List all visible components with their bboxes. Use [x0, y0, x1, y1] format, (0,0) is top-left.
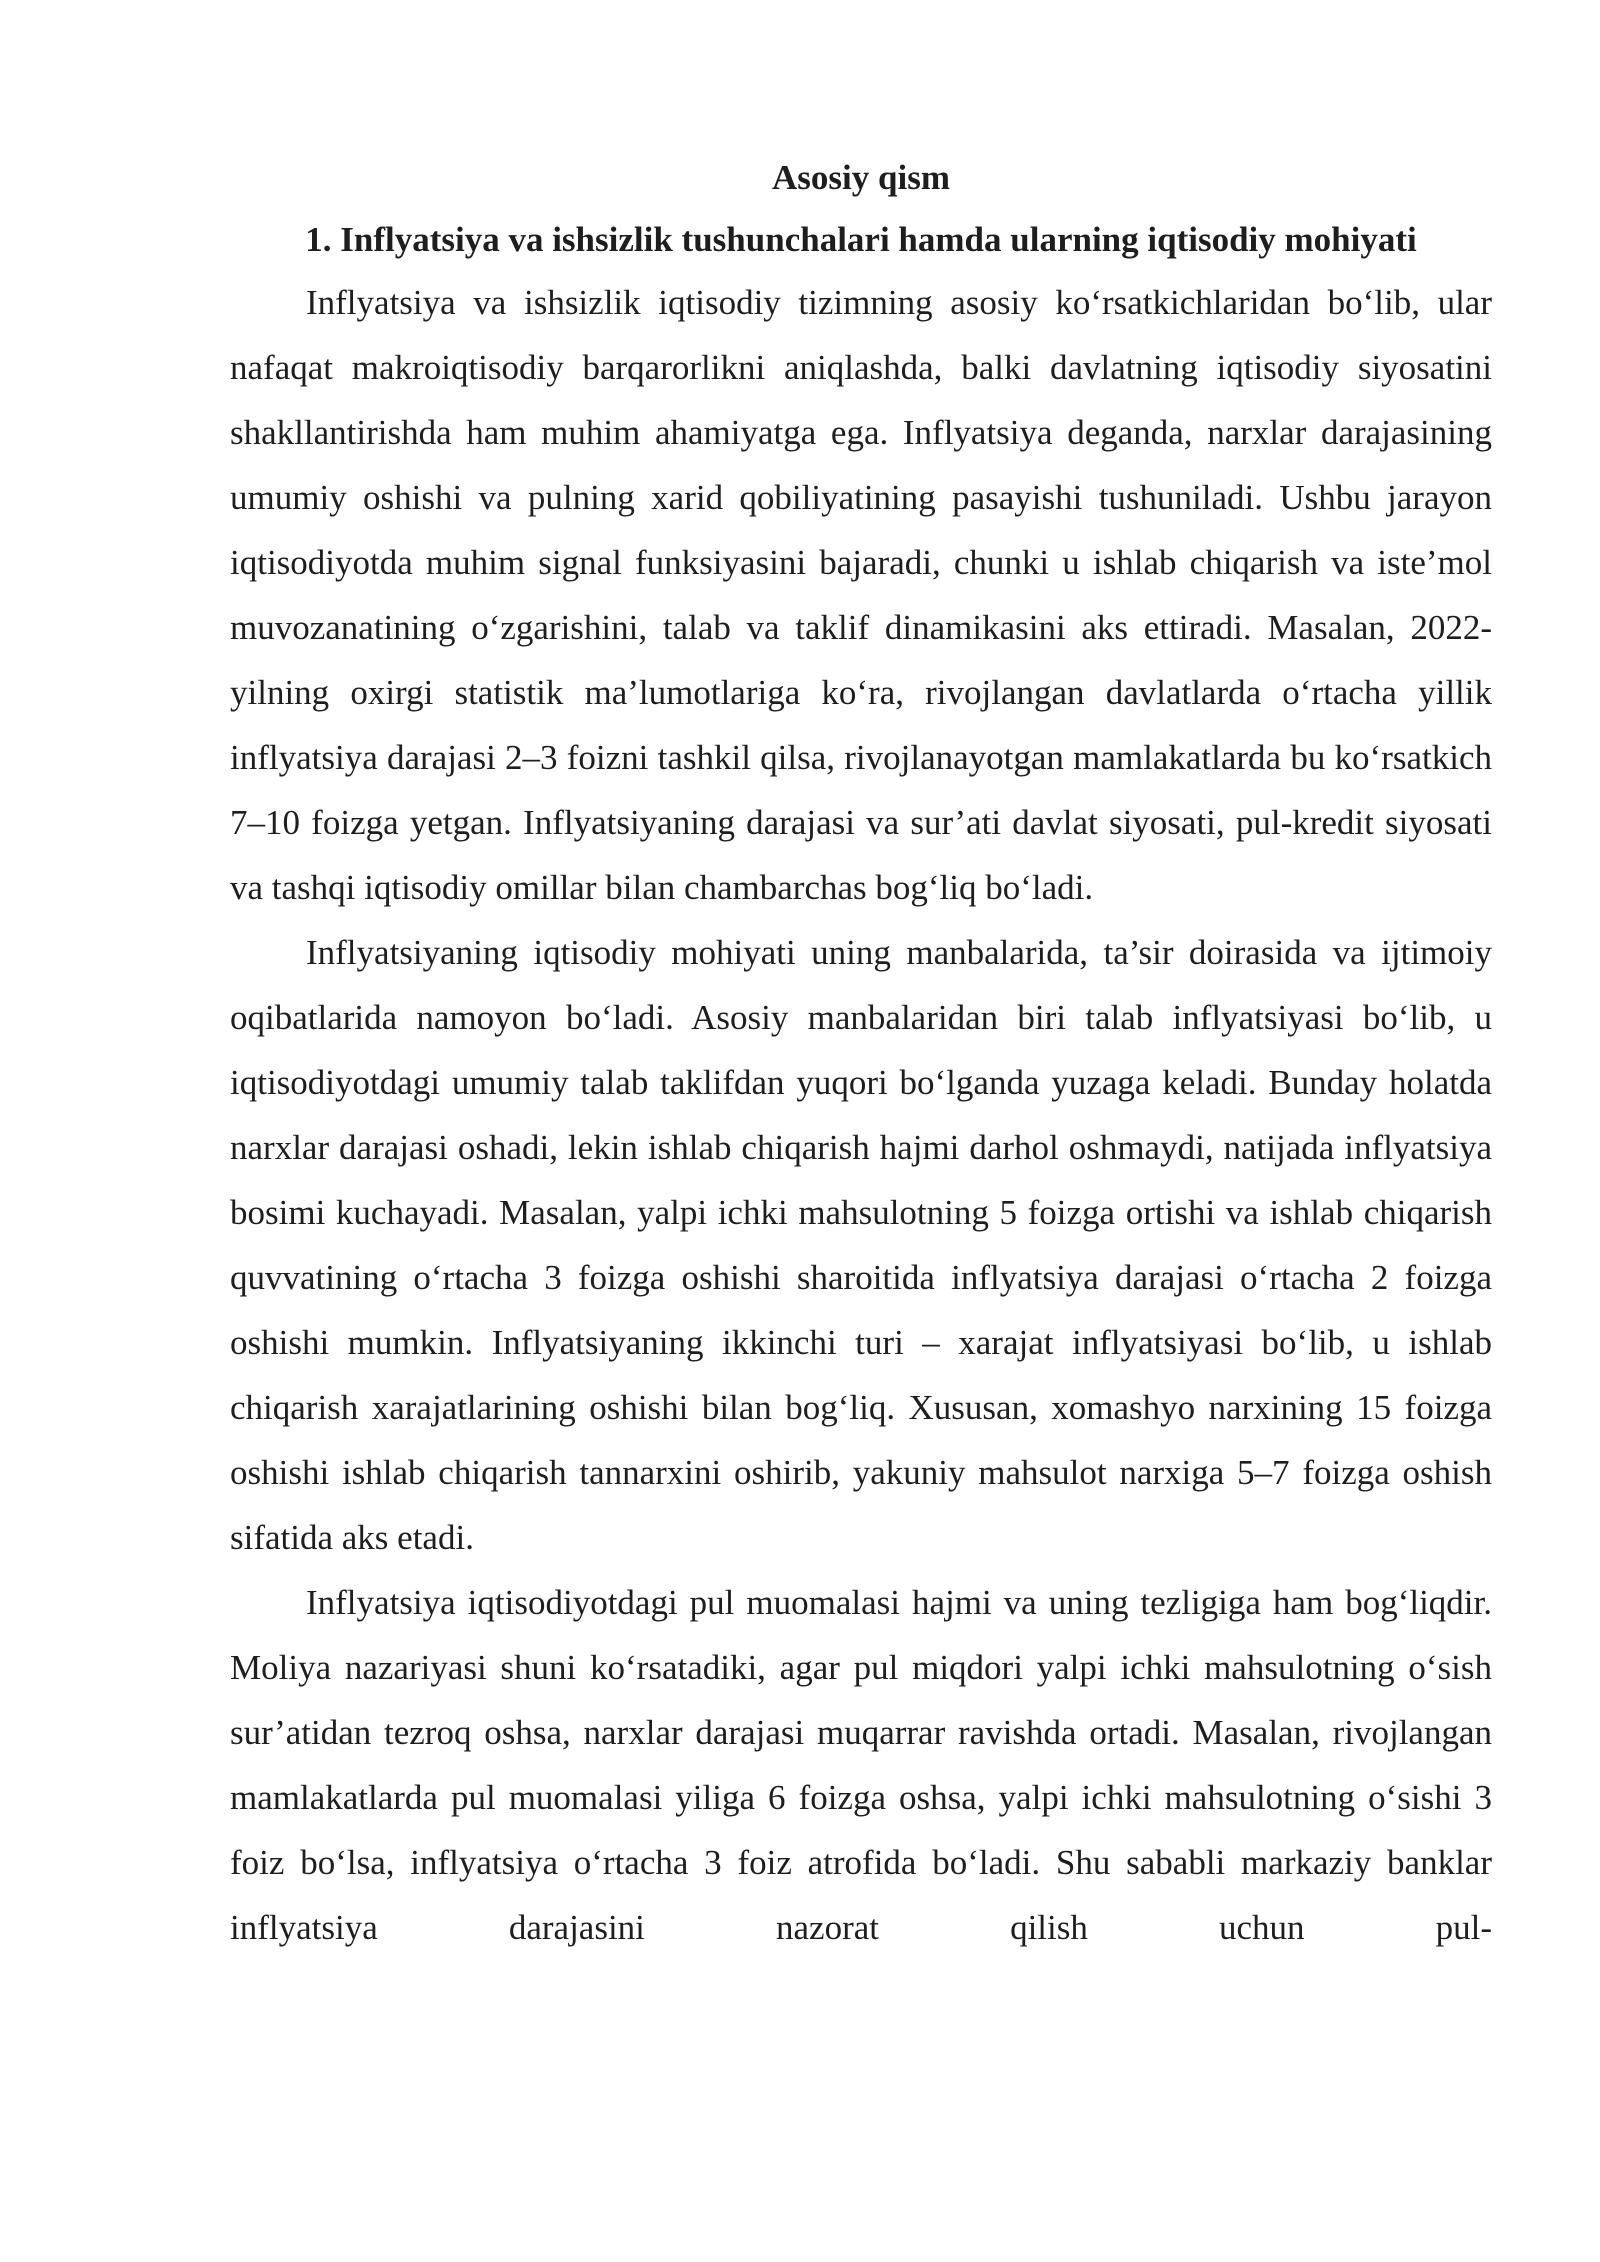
paragraph-1: Inflyatsiya va ishsizlik iqtisodiy tizimning asosiy ko‘rsatkichlaridan bo‘lib, ular nafaqat makroiqtisodiy barqarorlikni aniqlashda, balki davlatning iqtisodiy siyosatini shakllantirishda ham muhim ahamiyatga ega. Inflyatsiya deganda, narxlar darajasining umumiy oshishi va pulning xarid qobiliyatining pasayishi tushuniladi. Ushbu jarayon iqtisodiyotda muhim signal funksiyasini bajaradi, chunki u ishlab chiqarish va iste’mol muvozanatining o‘zgarishini, talab va taklif dinamikasini aks ettiradi. Masalan, 2022-yilning oxirgi statistik ma’lumotlariga ko‘ra, rivojlangan davlatlarda o‘rtacha yillik inflyatsiya darajasi 2–3 foizni tashkil qilsa, rivojlanayotgan mamlakatlarda bu ko‘rsatkich 7–10 foizga yetgan. Inflyatsiyaning darajasi va sur’ati davlat siyosati, pul-kredit siyosati va tashqi iqtisodiy omillar bilan chambarchas bog‘liq bo‘ladi.	[230, 283, 1492, 907]
subsection-title: 1. Inflyatsiya va ishsizlik tushunchalari hamda ularning iqtisodiy mohiyati	[305, 220, 1417, 259]
section-title: Asosiy qism	[772, 158, 950, 197]
document-page	[230, 148, 1492, 1960]
paragraph-3: Inflyatsiya iqtisodiyotdagi pul muomalasi hajmi va uning tezligiga ham bog‘liqdir. Moliya nazariyasi shuni ko‘rsatadiki, agar pul miqdori yalpi ichki mahsulotning o‘sish sur’atidan tezroq oshsa, narxlar darajasi muqarrar ravishda ortadi. Masalan, rivojlangan mamlakatlarda pul muomalasi yiliga 6 foizga oshsa, yalpi ichki mahsulotning o‘sishi 3 foiz bo‘lsa, inflyatsiya o‘rtacha 3 foiz atrofida bo‘ladi. Shu sababli markaziy banklar inflyatsiya darajasini nazorat qilish uchun pul-	[230, 1583, 1492, 1947]
paragraph-2: Inflyatsiyaning iqtisodiy mohiyati uning manbalarida, ta’sir doirasida va ijtimoiy oqibatlarida namoyon bo‘ladi. Asosiy manbalaridan biri talab inflyatsiyasi bo‘lib, u iqtisodiyotdagi umumiy talab taklifdan yuqori bo‘lganda yuzaga keladi. Bunday holatda narxlar darajasi oshadi, lekin ishlab chiqarish hajmi darhol oshmaydi, natijada inflyatsiya bosimi kuchayadi. Masalan, yalpi ichki mahsulotning 5 foizga ortishi va ishlab chiqarish quvvatining o‘rtacha 3 foizga oshishi sharoitida inflyatsiya darajasi o‘rtacha 2 foizga oshishi mumkin. Inflyatsiyaning ikkinchi turi – xarajat inflyatsiyasi bo‘lib, u ishlab chiqarish xarajatlarining oshishi bilan bog‘liq. Xususan, xomashyo narxining 15 foizga oshishi ishlab chiqarish tannarxini oshirib, yakuniy mahsulot narxiga 5–7 foizga oshish sifatida aks etadi.	[230, 933, 1492, 1557]
